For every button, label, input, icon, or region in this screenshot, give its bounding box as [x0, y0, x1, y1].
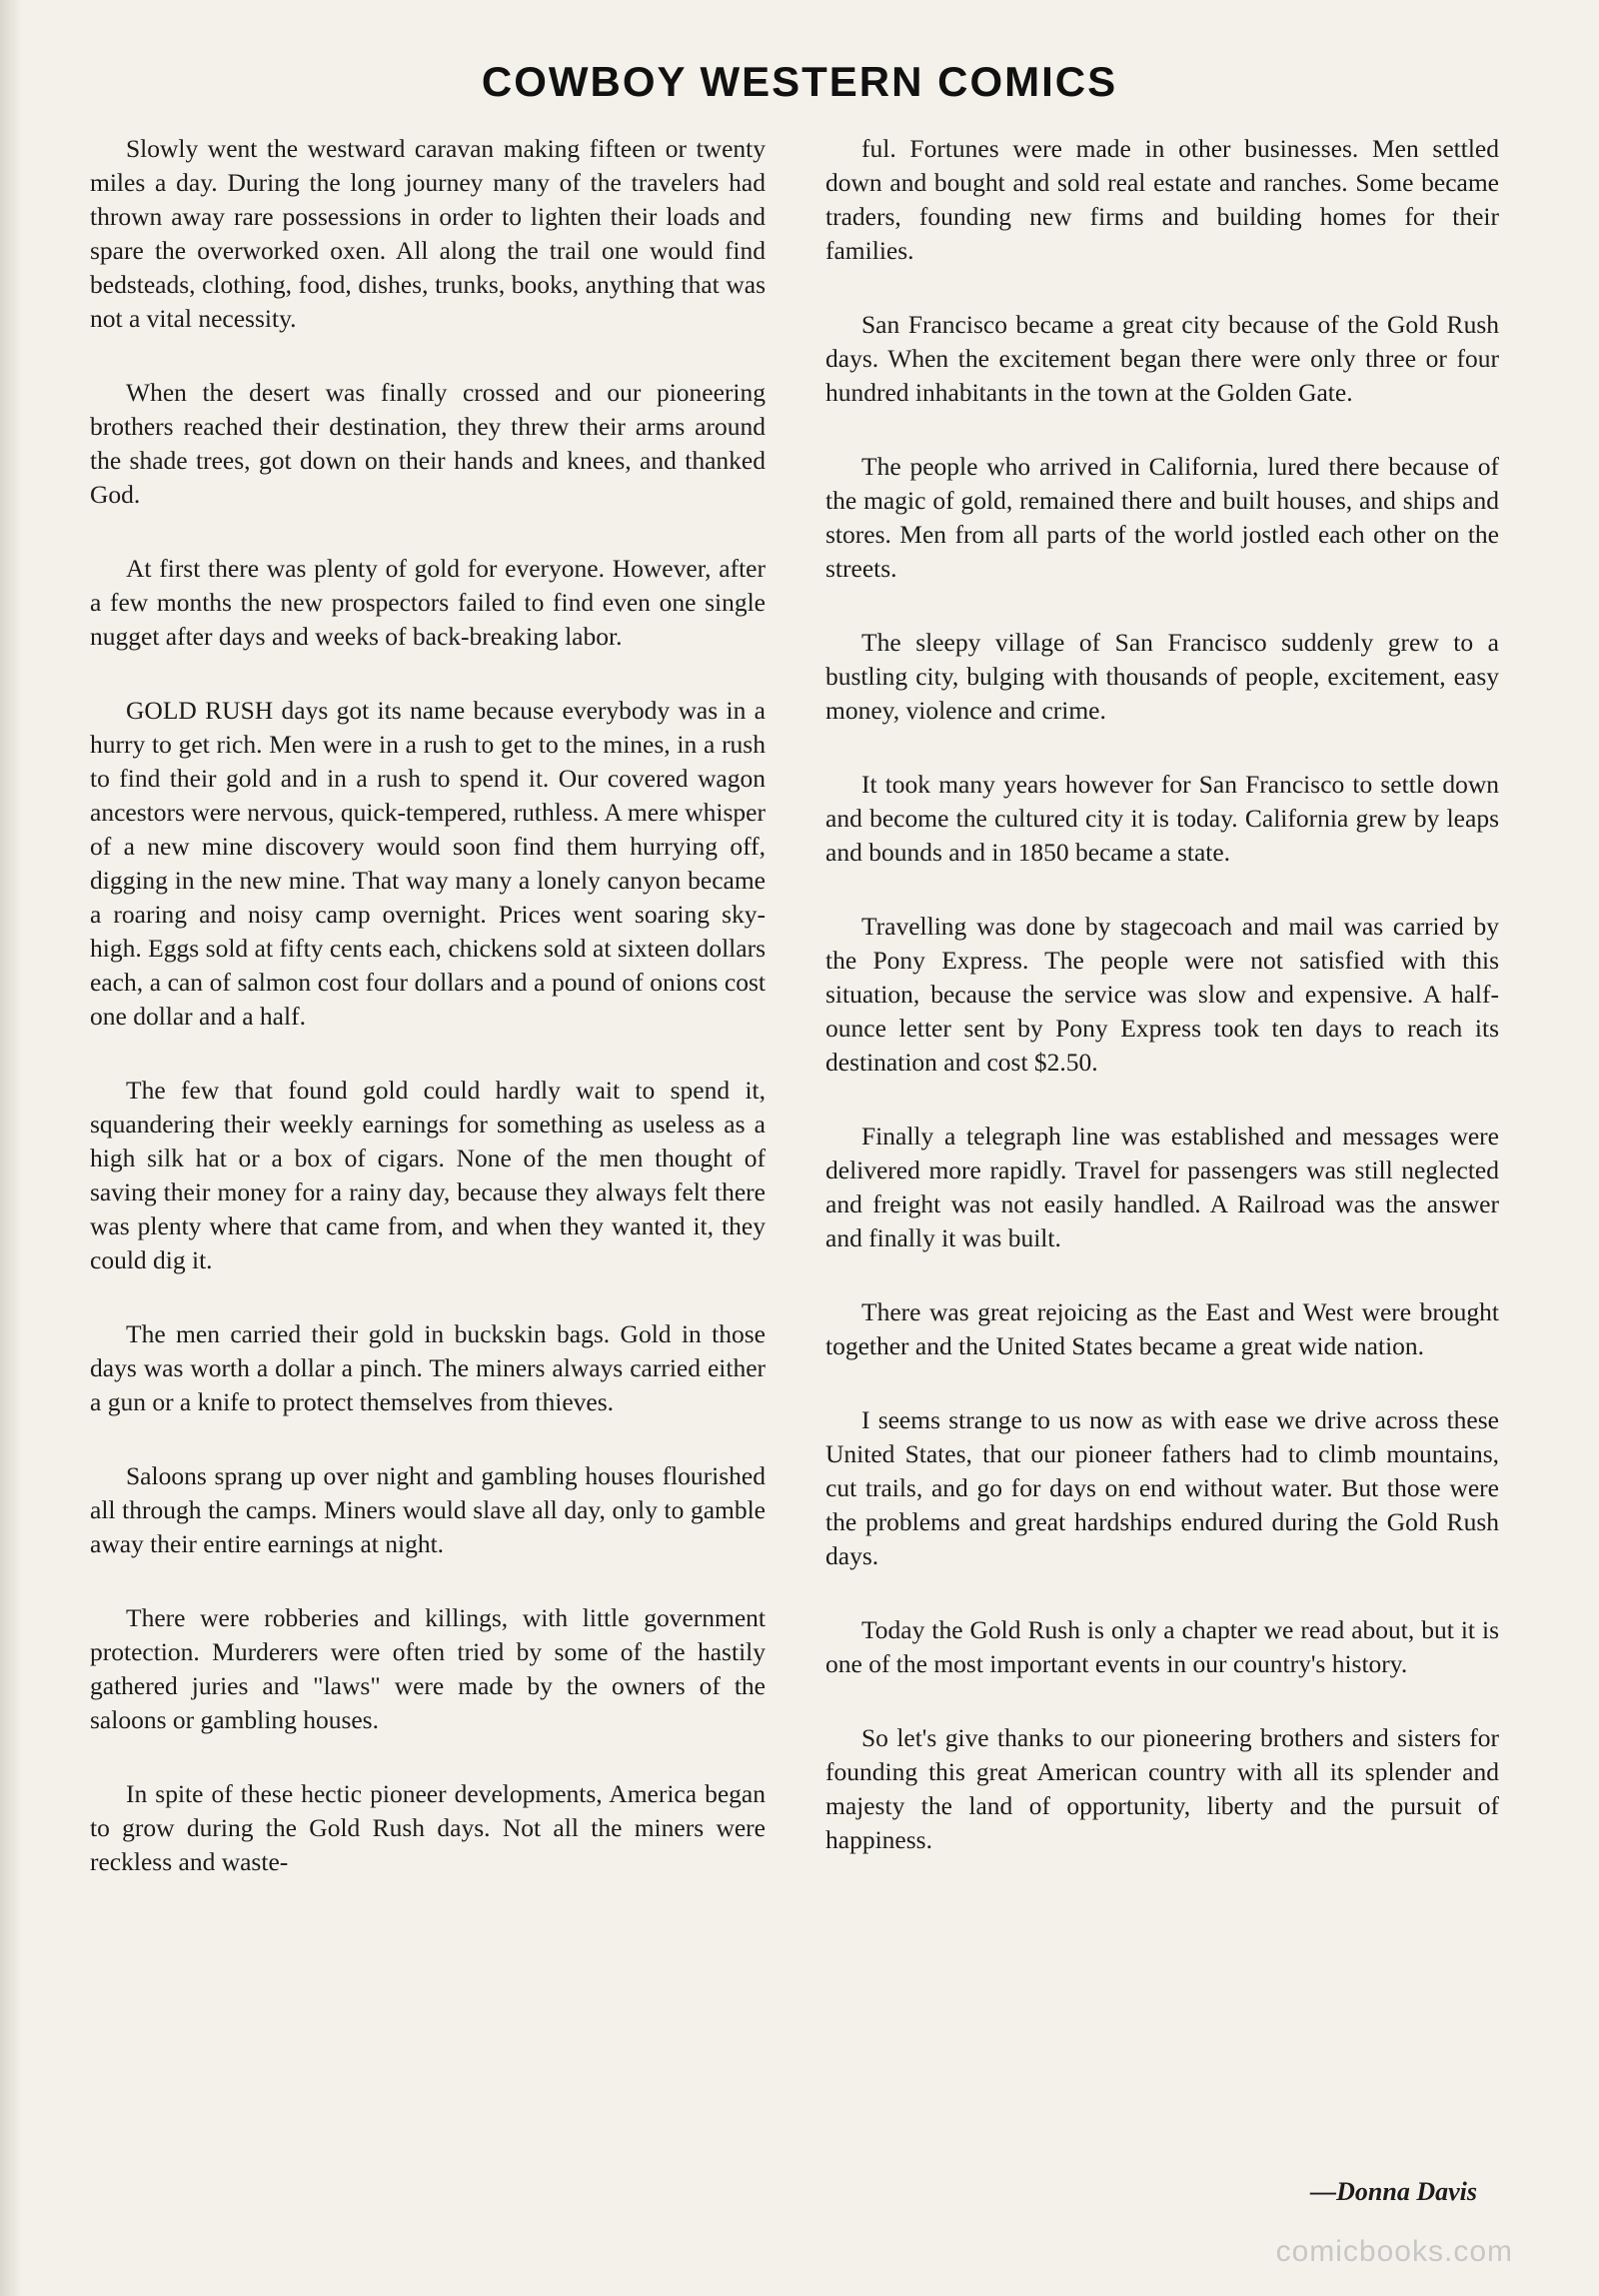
paragraph: There was great rejoicing as the East and West were brought together and the United States became a great wide nation.: [825, 1297, 1499, 1360]
paragraph: At first there was plenty of gold for everyone. However, after a few months the new prospectors failed to find even one single nugget after days and weeks of back-breaking labor.: [90, 554, 766, 651]
paragraph: The few that found gold could hardly wait to spend it, squandering their weekly earnings for something as useless as a high silk hat or a box of cigars. None of the men thought of saving their money for a rainy day, because they always felt there was plenty where that came from, and when they wanted it, they could dig it.: [90, 1076, 766, 1274]
paragraph: San Francisco became a great city because of the Gold Rush days. When the excitement began there were only three or four hundred inhabitants in the town at the Golden Gate.: [825, 310, 1499, 407]
paragraph: GOLD RUSH days got its name because everybody was in a hurry to get rich. Men were in a rush to get to the mines, in a rush to find their gold and in a rush to spend it. Our covered wagon ancestors were nervous, quick-tempered, ruthless. A mere whisper of a new mine discovery would soon find them hurrying off, digging in the new mine. That way many a lonely canyon became a roaring and noisy camp overnight. Prices went soaring sky-high. Eggs sold at fifty cents each, chickens sold at sixteen dollars each, a can of salmon cost four dollars and a pound of onions cost one dollar and a half.: [90, 696, 766, 1031]
watermark: comicbooks.com: [1275, 2235, 1513, 2268]
paragraph: Today the Gold Rush is only a chapter we read about, but it is one of the most important events in our country's history.: [825, 1615, 1499, 1678]
right-column: [825, 132, 1499, 1865]
paragraph: There were robberies and killings, with little government protection. Murderers were often tried by some of the hastily gathered juries and "laws" were made by the owners of the saloons or gambling houses.: [90, 1603, 766, 1734]
paragraph: ful. Fortunes were made in other businesses. Men settled down and bought and sold real estate and ranches. Some became traders, founding new firms and building homes for their families.: [825, 134, 1499, 265]
paragraph: I seems strange to us now as with ease we drive across these United States, that our pioneer fathers had to climb mountains, cut trails, and go for days on end without water. But those were the problems and great hardships endured during the Gold Rush days.: [825, 1405, 1499, 1570]
page-title: COWBOY WESTERN COMICS: [481, 58, 1118, 105]
paragraph: In spite of these hectic pioneer developments, America began to grow during the Gold Rush days. Not all the miners were reckless and waste-: [90, 1779, 766, 1876]
paragraph: Finally a telegraph line was established and messages were delivered more rapidly. Travel for passengers was still neglected and freight was not easily handled. A Railroad was the answer and finally it was built.: [825, 1122, 1499, 1252]
left-column: [90, 132, 766, 1887]
page-edge-shadow: [0, 0, 22, 2296]
paragraph: When the desert was finally crossed and our pioneering brothers reached their destination, they threw their arms around the shade trees, got down on their hands and knees, and thanked God.: [90, 378, 766, 509]
paragraph: Travelling was done by stagecoach and mail was carried by the Pony Express. The people were not satisfied with this situation, because the service was slow and expensive. A half-ounce letter sent by Pony Express took ten days to reach its destination and cost $2.50.: [825, 912, 1499, 1077]
paragraph: The sleepy village of San Francisco suddenly grew to a bustling city, bulging with thousands of people, excitement, easy money, violence and crime.: [825, 628, 1499, 725]
paragraph: So let's give thanks to our pioneering brothers and sisters for founding this great American country with all its splender and majesty the land of opportunity, liberty and the pursuit of happiness.: [825, 1723, 1499, 1854]
paragraph: The men carried their gold in buckskin bags. Gold in those days was worth a dollar a pinch. The miners always carried either a gun or a knife to protect themselves from thieves.: [90, 1319, 766, 1416]
paragraph: The people who arrived in California, lured there because of the magic of gold, remained there and built houses, and ships and stores. Men from all parts of the world jostled each other on the streets.: [825, 452, 1499, 583]
author-signature: —Donna Davis: [1310, 2177, 1477, 2206]
paragraph: Saloons sprang up over night and gambling houses flourished all through the camps. Miners would slave all day, only to gamble away their entire earnings at night.: [90, 1461, 766, 1558]
paragraph: It took many years however for San Francisco to settle down and become the cultured city it is today. California grew by leaps and bounds and in 1850 became a state.: [825, 770, 1499, 867]
paragraph: Slowly went the westward caravan making fifteen or twenty miles a day. During the long journey many of the travelers had thrown away rare possessions in order to lighten their loads and spare the overworked oxen. All along the trail one would find bedsteads, clothing, food, dishes, trunks, books, anything that was not a vital necessity.: [90, 134, 766, 333]
